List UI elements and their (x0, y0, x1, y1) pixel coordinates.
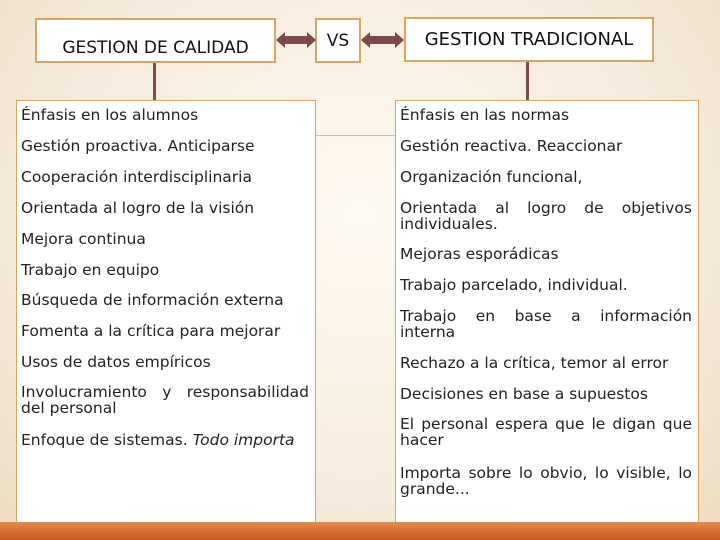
header-vs (315, 18, 361, 63)
header-left-title: GESTION DE CALIDAD (62, 37, 249, 58)
list-item-line: hacer (400, 431, 444, 449)
list-item: Gestión proactiva. Anticiparse (21, 137, 255, 155)
list-item (400, 465, 692, 497)
list-item: Gestión reactiva. Reaccionar (400, 137, 623, 155)
list-item: Énfasis en las normas (400, 106, 570, 124)
list-item: Mejoras esporádicas (400, 245, 559, 263)
list-item: Rechazo a la crítica, temor al error (400, 354, 669, 372)
list-item: Orientada al logro de la visión (21, 199, 255, 217)
list-item-emphasis: Todo importa (192, 431, 295, 449)
right-double-arrow (361, 30, 404, 50)
list-item: Usos de datos empíricos (21, 353, 211, 371)
panel-connector-line (316, 135, 395, 136)
left-double-arrow (276, 30, 316, 50)
header-quality-management (35, 18, 276, 63)
left-stem (153, 63, 156, 100)
list-item: Mejora continua (21, 230, 146, 248)
list-item-line: del personal (21, 399, 117, 417)
list-item (400, 200, 692, 232)
list-item-line: El personal espera que le digan que (400, 415, 692, 433)
list-item (21, 432, 309, 448)
list-item: Fomenta a la crítica para mejorar (21, 322, 281, 340)
quality-management-list (16, 100, 316, 530)
list-item-line: grande... (400, 480, 470, 498)
list-item: Énfasis en los alumnos (21, 106, 199, 124)
list-item-line: Involucramiento y responsabilidad (21, 383, 309, 401)
list-item: Trabajo en equipo (21, 261, 160, 279)
list-item: Trabajo parcelado, individual. (400, 276, 628, 294)
list-item (400, 416, 692, 448)
traditional-management-list (395, 100, 699, 530)
list-item: Organización funcional, (400, 168, 583, 186)
list-item-text: Enfoque de sistemas. (21, 431, 193, 449)
header-right-title: GESTION TRADICIONAL (424, 29, 634, 50)
list-item: Decisiones en base a supuestos (400, 385, 648, 403)
list-item-line: Importa sobre lo obvio, lo visible, lo (400, 464, 692, 482)
vs-label: VS (326, 30, 350, 51)
list-item-line: individuales. (400, 215, 498, 233)
list-item-line: Trabajo en base a información (400, 307, 692, 325)
list-item: Búsqueda de información externa (21, 291, 284, 309)
list-item-line: Orientada al logro de objetivos (400, 199, 692, 217)
list-item-line: interna (400, 323, 456, 341)
bottom-accent-band (0, 522, 720, 540)
header-traditional-management (404, 17, 654, 62)
list-item (21, 384, 309, 416)
list-item: Cooperación interdisciplinaria (21, 168, 252, 186)
list-item (400, 308, 692, 340)
right-stem (526, 62, 529, 100)
